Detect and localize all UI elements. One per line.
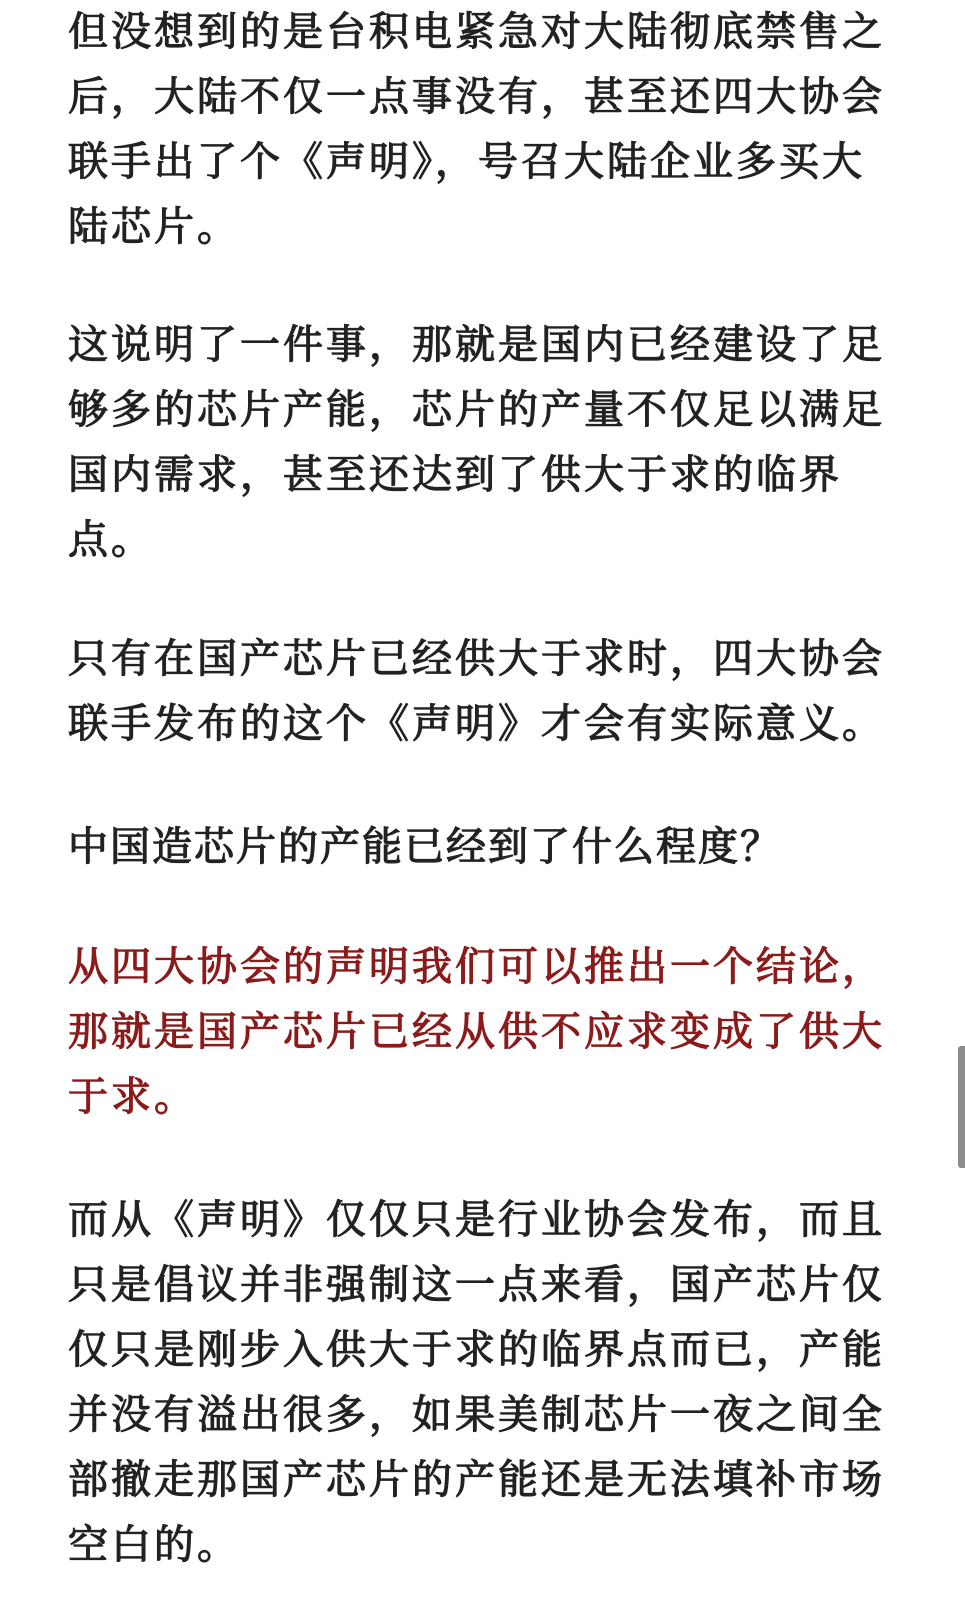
article-paragraph: 而从《声明》仅仅只是行业协会发布，而且只是倡议并非强制这一点来看，国产芯片仅仅只是刚步入供大于求的临界点而已，产能并没有溢出很多，如果美制芯片一夜之间全部撤走那国产芯片的产能还是无法填补市场空白的。: [68, 1197, 885, 1568]
article-question: 中国造芯片的产能已经到了什么程度？: [68, 824, 782, 870]
article-paragraph: 这说明了一件事，那就是国内已经建设了足够多的芯片产能，芯片的产量不仅足以满足国内需求，甚至还达到了供大于求的临界点。: [68, 322, 885, 563]
scrollbar-thumb[interactable]: [958, 1046, 965, 1168]
article-paragraph: 只有在国产芯片已经供大于求时，四大协会联手发布的这个《声明》才会有实际意义。: [68, 636, 885, 747]
article-highlight-paragraph: 从四大协会的声明我们可以推出一个结论，那就是国产芯片已经从供不应求变成了供大于求。: [68, 944, 885, 1120]
article-paragraph: 但没想到的是台积电紧急对大陆彻底禁售之后，大陆不仅一点事没有，甚至还四大协会联手出了个《声明》，号召大陆企业多买大陆芯片。: [68, 9, 885, 250]
